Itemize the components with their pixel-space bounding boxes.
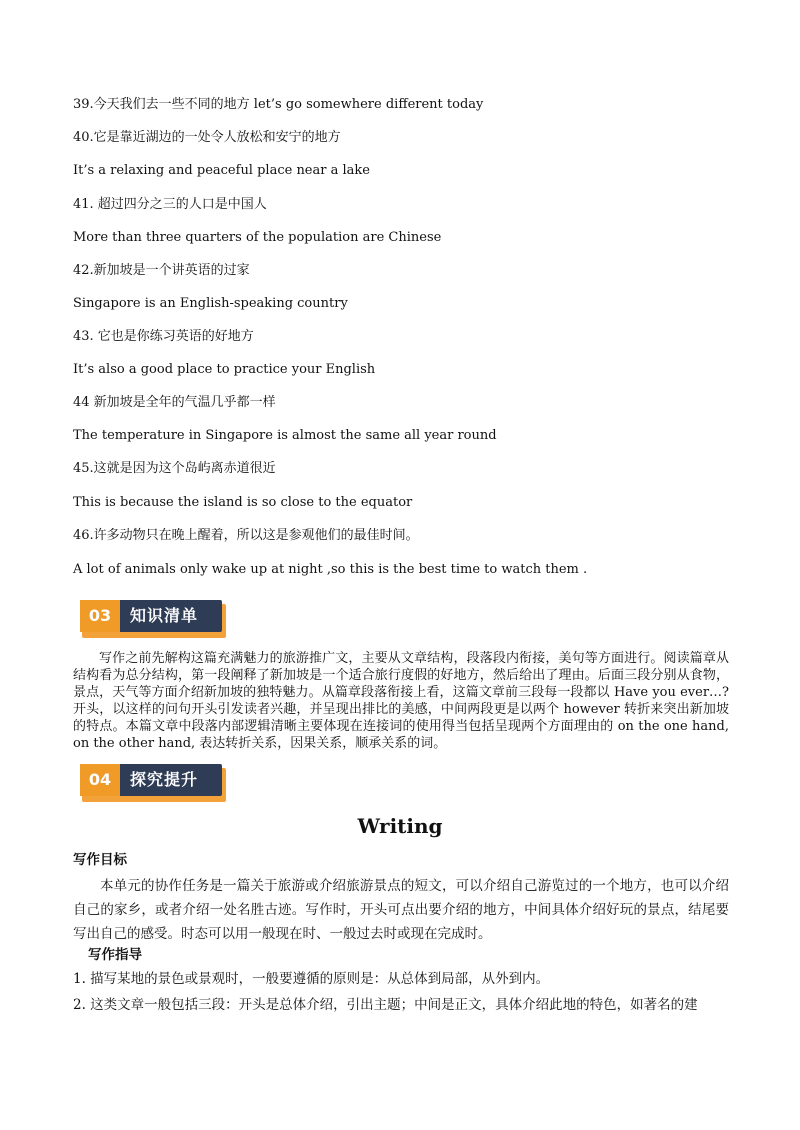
section-label: 知识清单 bbox=[130, 606, 199, 625]
section-label: 探究提升 bbox=[130, 770, 199, 789]
sentence-44-cn: 44 新加坡是全年的气温几乎都一样 bbox=[73, 395, 276, 410]
goal-paragraph: 本单元的协作任务是一篇关于旅游或介绍旅游景点的短文，可以介绍自己游览过的一个地方，也可以介绍自己的家乡，或者介绍一处名胜古迹。写作时，开头可点出要介绍的地方，中间具体介绍好玩的景点，结尾要写出自己的感受。时态可以用一般现在时、一般过去时或现在完成时。 bbox=[73, 878, 729, 942]
section-number: 03 bbox=[80, 600, 120, 632]
sentence-42-en: Singapore is an English-speaking country bbox=[73, 296, 348, 311]
sentence-40-en: It’s a relaxing and peaceful place near a lake bbox=[73, 163, 370, 178]
writing-title: Writing bbox=[357, 814, 443, 838]
sentence-39: 39.今天我们去一些不同的地方 let’s go somewhere different today bbox=[73, 97, 484, 112]
guide-heading: 写作指导 bbox=[88, 947, 142, 963]
sentence-41-cn: 41. 超过四分之三的人口是中国人 bbox=[73, 197, 267, 212]
section-number: 04 bbox=[80, 764, 120, 796]
guide-item-2: 2. 这类文章一般包括三段：开头是总体介绍，引出主题；中间是正文，具体介绍此地的特色，如著名的建 bbox=[73, 997, 698, 1013]
section-banner-03 bbox=[80, 598, 226, 638]
sentence-40-cn: 40.它是靠近湖边的一处令人放松和安宁的地方 bbox=[73, 130, 341, 145]
goal-heading: 写作目标 bbox=[73, 852, 127, 868]
section-banner-04 bbox=[80, 762, 226, 802]
guide-item-1: 1. 描写某地的景色或景观时，一般要遵循的原则是：从总体到局部，从外到内。 bbox=[73, 971, 550, 987]
sentence-45-cn: 45.这就是因为这个岛屿离赤道很近 bbox=[73, 461, 276, 476]
sentence-46-en: A lot of animals only wake up at night ,so this is the best time to watch them . bbox=[73, 562, 588, 577]
sentence-43-en: It’s also a good place to practice your English bbox=[73, 362, 376, 377]
sentence-43-cn: 43. 它也是你练习英语的好地方 bbox=[73, 329, 254, 344]
sentence-46-cn: 46.许多动物只在晚上醒着，所以这是参观他们的最佳时间。 bbox=[73, 528, 419, 543]
sentence-45-en: This is because the island is so close to the equator bbox=[73, 495, 413, 510]
sentence-42-cn: 42.新加坡是一个讲英语的过家 bbox=[73, 263, 250, 278]
knowledge-paragraph: 写作之前先解构这篇充满魅力的旅游推广文，主要从文章结构，段落段内衔接，美句等方面进行。阅读篇章从结构看为总分结构，第一段阐释了新加坡是一个适合旅行度假的好地方，然后给出了理由。后面三段分别从食物，景点，天气等方面介绍新加坡的独特魅力。从篇章段落衔接上看，这篇文章前三段每一段都以 Have you ever…?开头，以这样的问句开头引发读者兴趣，并呈现出排比的美感，中间两段更是以两个 however 转折来突出新加坡的特点。本篇文章中段落内部逻辑清晰主要体现在连接词的使用得当包括呈现两个方面理由的 on the one hand, on the other hand, 表达转折关系，因果关系，顺承关系的词。 bbox=[73, 651, 729, 751]
sentence-44-en: The temperature in Singapore is almost the same all year round bbox=[73, 428, 497, 443]
sentence-41-en: More than three quarters of the population are Chinese bbox=[73, 230, 442, 245]
